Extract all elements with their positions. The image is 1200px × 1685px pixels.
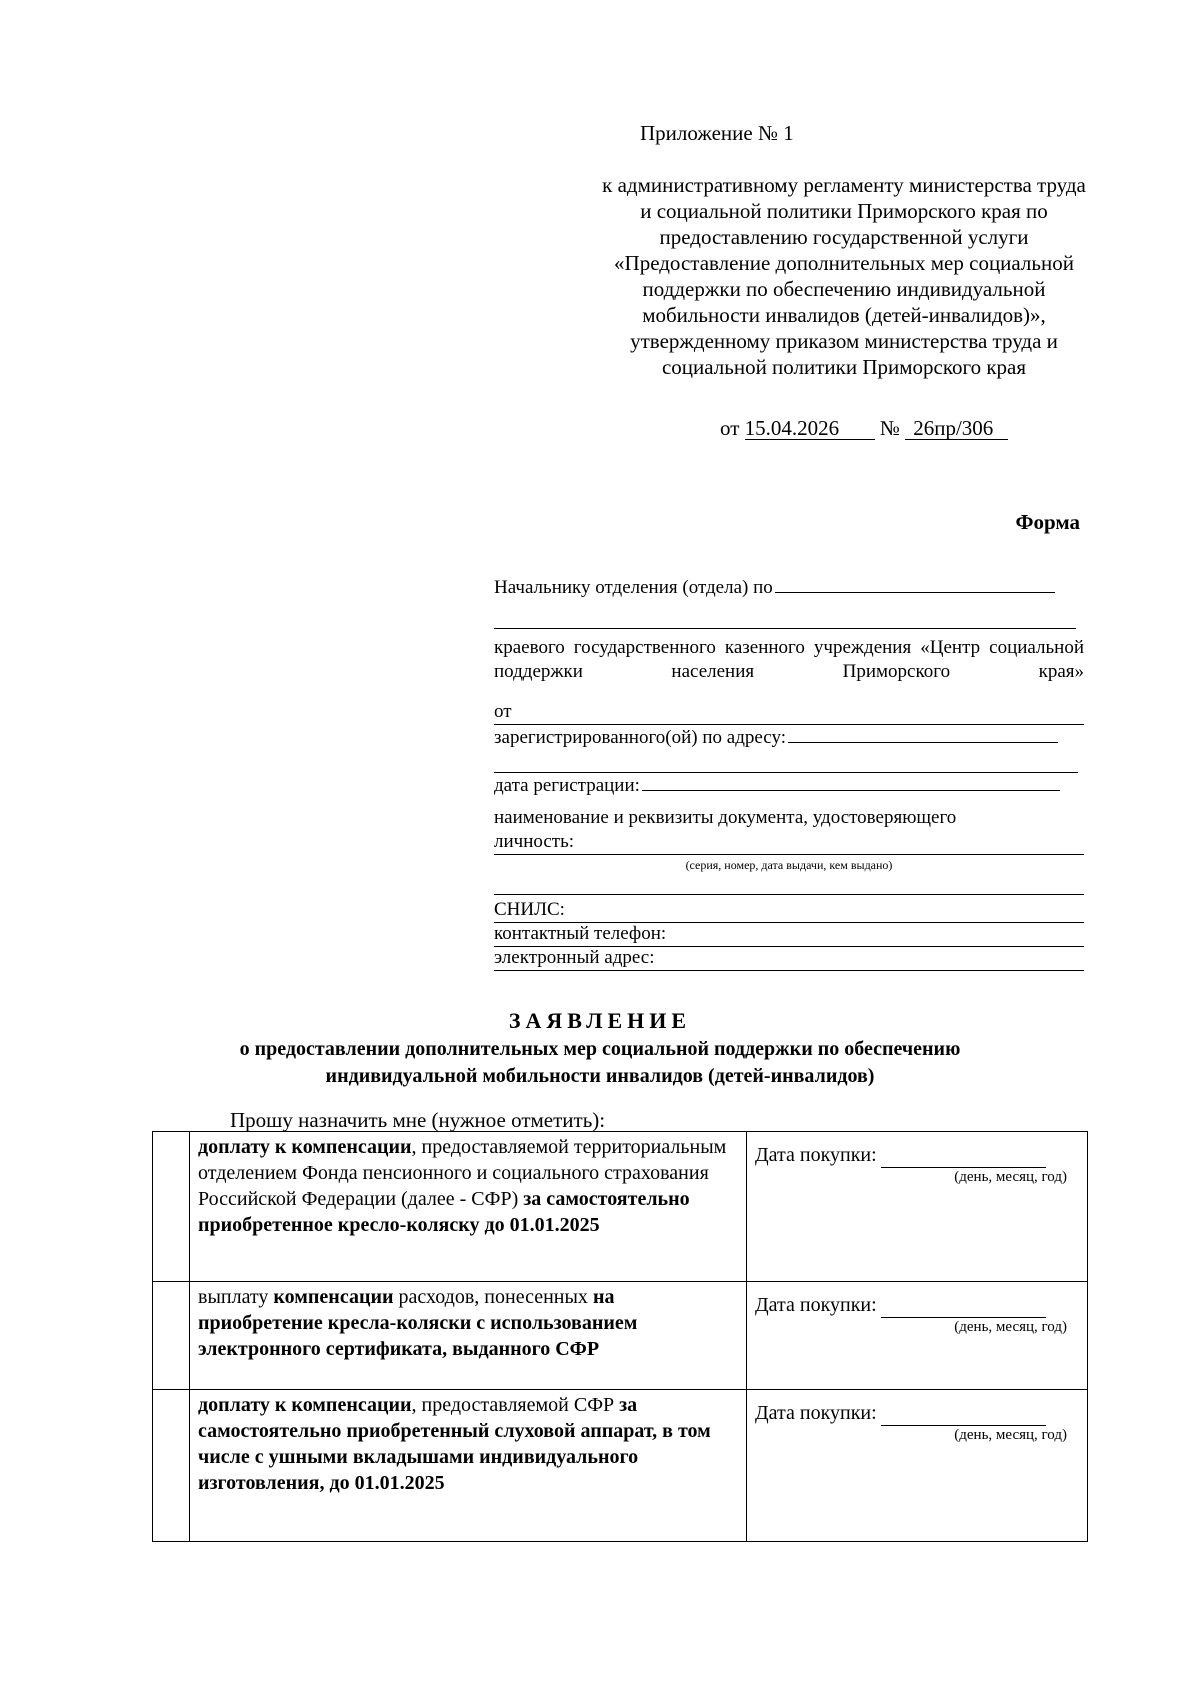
- option-1-text: [190, 1132, 747, 1282]
- applicant-name-field[interactable]: [494, 700, 1084, 725]
- option-3-bold-1: доплату к компенсации: [198, 1394, 412, 1416]
- option-2-date-cell: [747, 1282, 1088, 1390]
- address-label: зарегистрированного(ой) по адресу:: [494, 727, 786, 748]
- option-1-date-field[interactable]: [881, 1147, 1046, 1168]
- registration-date-field[interactable]: [642, 790, 1060, 791]
- option-2-checkbox[interactable]: [153, 1282, 190, 1390]
- option-2-bold-1: компенсации: [273, 1286, 394, 1308]
- option-2-date-field[interactable]: [881, 1297, 1046, 1318]
- option-row: [153, 1132, 1088, 1282]
- department-field[interactable]: [775, 592, 1055, 593]
- option-2-date-label: Дата покупки:: [755, 1294, 877, 1316]
- order-number[interactable]: 26пр/306: [905, 417, 1008, 440]
- application-subtitle-line-1: о предоставлении дополнительных мер социальной поддержки по обеспечению: [239, 1038, 961, 1060]
- institution-name: краевого государственного казенного учреждения «Центр социальной поддержки населения Приморского края»: [494, 637, 1084, 682]
- option-3-date-hint: (день, месяц, год): [954, 1427, 1067, 1443]
- option-row: [153, 1390, 1088, 1542]
- option-1-bold-1: доплату к компенсации: [198, 1136, 412, 1158]
- option-3-plain-1: , предоставляемой СФР: [411, 1394, 620, 1416]
- id-document-field-continuation[interactable]: [494, 893, 1084, 895]
- option-3-date-label: Дата покупки:: [755, 1402, 877, 1424]
- option-3-date-cell: [747, 1390, 1088, 1542]
- option-1-date-label: Дата покупки:: [755, 1144, 877, 1166]
- phone-label: контактный телефон:: [494, 923, 667, 944]
- option-2-bold-2: на приобретение кресла-коляски с использованием электронного сертификата, выданного СФР: [198, 1286, 638, 1360]
- option-2-plain-1: выплату: [198, 1286, 274, 1308]
- registration-date-row: [494, 774, 1084, 798]
- id-document-label: наименование и реквизиты документа, удостоверяющего: [494, 807, 957, 828]
- option-2-date-hint: (день, месяц, год): [954, 1319, 1067, 1335]
- order-prefix: от: [720, 416, 740, 440]
- order-number-label: №: [879, 416, 900, 440]
- from-label: от: [494, 701, 512, 722]
- department-field-continuation[interactable]: [494, 627, 1076, 629]
- address-field-continuation[interactable]: [494, 771, 1078, 773]
- id-document-label-2: личность:: [494, 831, 575, 852]
- option-1-bold-2: за самостоятельно приобретенное кресло-коляску до 01.01.2025: [198, 1188, 690, 1236]
- option-1-date-hint: (день, месяц, год): [954, 1169, 1067, 1185]
- registration-date-label: дата регистрации:: [494, 775, 640, 796]
- addressee-department-row: [494, 576, 1084, 600]
- institution-line-1: [494, 636, 1084, 684]
- appendix-title: Приложение № 1: [640, 121, 794, 145]
- application-subtitle-line-2: индивидуальной мобильности инвалидов (детей-инвалидов): [325, 1065, 875, 1087]
- option-1-checkbox[interactable]: [153, 1132, 190, 1282]
- form-label: Форма: [1015, 510, 1080, 534]
- addressee-department-label: Начальнику отделения (отдела) по: [494, 577, 773, 598]
- application-heading: ЗАЯВЛЕНИЕ: [508, 1008, 692, 1033]
- address-field[interactable]: [788, 742, 1058, 743]
- order-date[interactable]: 15.04.2026: [745, 417, 875, 440]
- option-2-text: [190, 1282, 747, 1390]
- option-3-checkbox[interactable]: [153, 1390, 190, 1542]
- option-3-text: [190, 1390, 747, 1542]
- email-label: электронный адрес:: [494, 947, 655, 968]
- snils-field[interactable]: [494, 898, 1084, 923]
- id-document-hint: (серия, номер, дата выдачи, кем выдано): [685, 858, 893, 872]
- order-reference: [720, 415, 1040, 441]
- email-field[interactable]: [494, 946, 1084, 971]
- application-subtitle: [160, 1036, 1040, 1090]
- address-row: [494, 726, 1084, 750]
- snils-label: СНИЛС:: [494, 899, 565, 920]
- option-2-plain-2: расходов, понесенных: [393, 1286, 593, 1308]
- request-text: Прошу назначить мне (нужное отметить):: [230, 1108, 606, 1132]
- id-document-field[interactable]: [494, 830, 1084, 855]
- option-1-date-cell: [747, 1132, 1088, 1282]
- option-3-bold-2: за самостоятельно приобретенный слуховой аппарат, в том числе с ушными вкладышами индивидуального изготовления, до 01.01.2025: [198, 1394, 711, 1494]
- appendix-description: к административному регламенту министерства труда и социальной политики Приморского края по предоставлению государственной услуги «Предоставление дополнительных мер социальной поддержки по обеспечению индивидуальной мобильности инвалидов (детей-инвалидов)», утвержденному приказом министерства труда и социальной политики Приморского края: [602, 173, 1086, 379]
- option-3-date-field[interactable]: [881, 1405, 1046, 1426]
- option-1-plain-1: , предоставляемой территориальным отделением Фонда пенсионного и социального страхования Российской Федерации (далее - СФР): [198, 1136, 727, 1210]
- options-table: [152, 1131, 1088, 1542]
- phone-field[interactable]: [494, 922, 1084, 947]
- option-row: [153, 1282, 1088, 1390]
